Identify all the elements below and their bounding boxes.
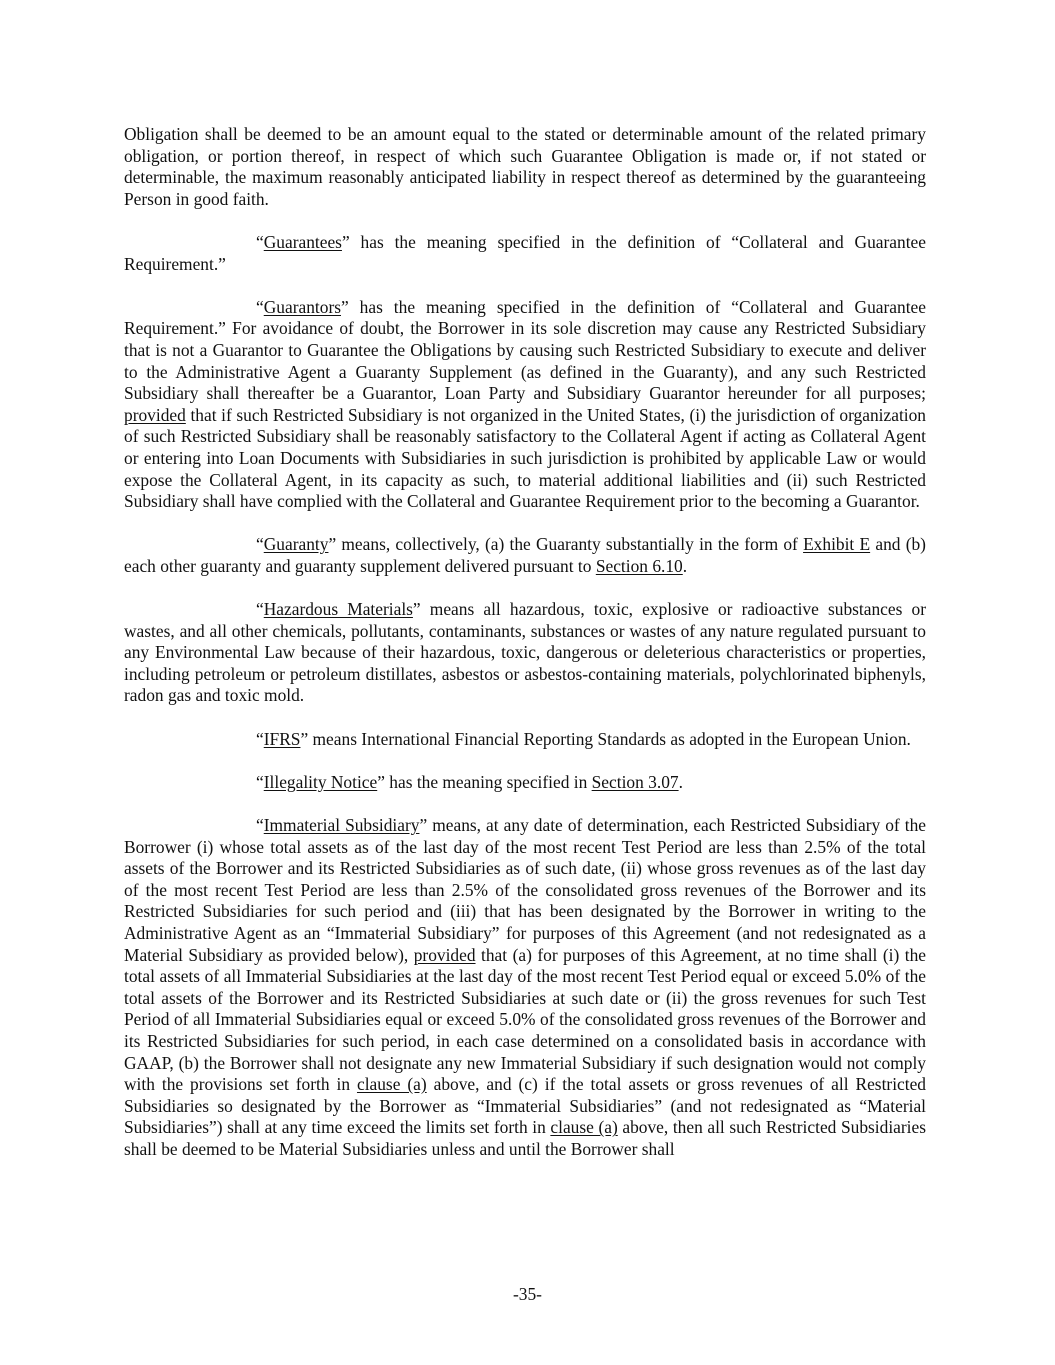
definition-text: ” has the meaning specified in the definition of “Collateral and Guarantee Requirement.” (124, 231, 926, 274)
definition-immaterial-subsidiary (124, 815, 926, 1161)
clause-reference: clause (a) (550, 1117, 618, 1138)
exhibit-reference: Exhibit E (803, 534, 871, 555)
definition-text: ” means all hazardous, toxic, explosive or radioactive substances or wastes, and all other chemicals, pollutants, contaminants, substances or wastes of any nature regulated pursuant to any Environmental Law because of their hazardous, toxic, dangerous or deleterious characteristics or properties, including petroleum or petroleum distillates, asbestos or asbestos-containing materials, polychlorinated biphenyls, radon gas and toxic mold. (124, 599, 926, 706)
page-number: -35- (513, 1284, 542, 1304)
definition-text: above, then all such Restricted Subsidiaries shall be deemed to be Material Subsidiaries unless and until the Borrower shall (124, 1117, 926, 1159)
definition-text: ” means International Financial Reporting Standards as adopted in the European Union. (300, 728, 911, 749)
definition-text: that if such Restricted Subsidiary is not organized in the United States, (i) the jurisdiction of organization of such Restricted Subsidiary shall be reasonably satisfactory to the Collateral Agent if acting as Collateral Agent or entering into Loan Documents with Subsidiaries in such jurisdiction is prohibited by applicable Law or would expose the Collateral Agent, in its capacity as such, to material additional liabilities and (ii) such Restricted Subsidiary shall have complied with the Collateral and Guarantee Requirement prior to the becoming a Guarantor. (124, 404, 926, 512)
defined-term: Illegality Notice (263, 771, 378, 792)
definition-text: above, and (c) if the total assets or gross revenues of all Restricted Subsidiaries so designated by the Borrower as “Immaterial Subsidiaries” (and not redesignated as “Material Subsidiaries”) shall at any time exceed the limits set forth in (124, 1074, 926, 1138)
open-quote: “ (256, 815, 264, 835)
definition-text: ” means, collectively, (a) the Guaranty substantially in the form of (328, 534, 804, 555)
definition-guaranty (124, 534, 926, 577)
definition-guarantors (124, 297, 926, 513)
continuation-paragraph: Obligation shall be deemed to be an amount equal to the stated or determinable amount of the related primary obligation, or portion thereof, in respect of which such Guarantee Obligation is made or, if not stated or determinable, the maximum reasonably anticipated liability in respect thereof as determined by the guaranteeing Person in good faith. (124, 124, 926, 209)
open-quote: “ (256, 231, 264, 252)
open-quote: “ (256, 599, 264, 620)
defined-term: Immaterial Subsidiary (263, 815, 420, 835)
defined-term: IFRS (263, 728, 301, 749)
definition-text: . (678, 771, 683, 792)
definition-ifrs (124, 729, 926, 751)
open-quote: “ (256, 728, 264, 749)
open-quote: “ (256, 771, 264, 792)
open-quote: “ (256, 296, 264, 317)
provided-term: provided (124, 404, 186, 425)
defined-term: Guarantors (263, 296, 341, 317)
defined-term: Guarantees (263, 231, 342, 252)
definition-hazardous-materials (124, 599, 926, 707)
open-quote: “ (256, 534, 264, 555)
definition-text: ” has the meaning specified in the definition of “Collateral and Guarantee Requirement.” For avoidance of doubt, the Borrower in its sole discretion may cause any Restricted Subsidiary that is not a Guarantor to Guarantee the Obligations by causing such Restricted Subsidiary to execute and deliver to the Administrative Agent a Guaranty Supplement (as defined in the Guaranty), and any such Restricted Subsidiary shall thereafter be a Guarantor, Loan Party and Subsidiary Guarantor hereunder for all purposes; (124, 296, 926, 404)
defined-term: Hazardous Materials (263, 599, 413, 620)
section-reference: Section 3.07 (591, 771, 679, 792)
defined-term: Guaranty (263, 534, 329, 555)
definition-text: ” means, at any date of determination, each Restricted Subsidiary of the Borrower (i) whose total assets as of the last day of the most recent Test Period are less than 2.5% of the total assets of the Borrower and its Restricted Subsidiaries as of such date, (ii) whose gross revenues as of the last day of the most recent Test Period are less than 2.5% of the consolidated gross revenues of the Borrower and its Restricted Subsidiaries for such period and (iii) that has been designated by the Borrower in writing to the Administrative Agent as an “Immaterial Subsidiary” for purposes of this Agreement (and not redesignated as a Material Subsidiary as provided below), (124, 815, 927, 965)
document-page (124, 124, 926, 1182)
provided-term: provided (413, 944, 476, 965)
definition-text: and (b) each other guaranty and guaranty supplement delivered pursuant to (124, 534, 926, 576)
clause-reference: clause (a) (356, 1074, 427, 1095)
definition-guarantees (124, 232, 926, 275)
definition-text: ” has the meaning specified in (377, 771, 592, 792)
section-reference: Section 6.10 (595, 555, 683, 576)
definition-illegality-notice (124, 772, 926, 794)
definition-text: . (682, 555, 688, 576)
definition-text: that (a) for purposes of this Agreement, at no time shall (i) the total assets of all Immaterial Subsidiaries at the last day of the most recent Test Period equal or exceed 5.0% of the total assets of the Borrower and its Restricted Subsidiaries at such date or (ii) the gross revenues for such Test Period of all Immaterial Subsidiaries equal or exceed 5.0% of the consolidated gross revenues of the Borrower and its Restricted Subsidiaries for such period, in each case determined on a consolidated basis in accordance with GAAP, (b) the Borrower shall not designate any new Immaterial Subsidiary if such designation would not comply with the provisions set forth in (124, 944, 926, 1095)
